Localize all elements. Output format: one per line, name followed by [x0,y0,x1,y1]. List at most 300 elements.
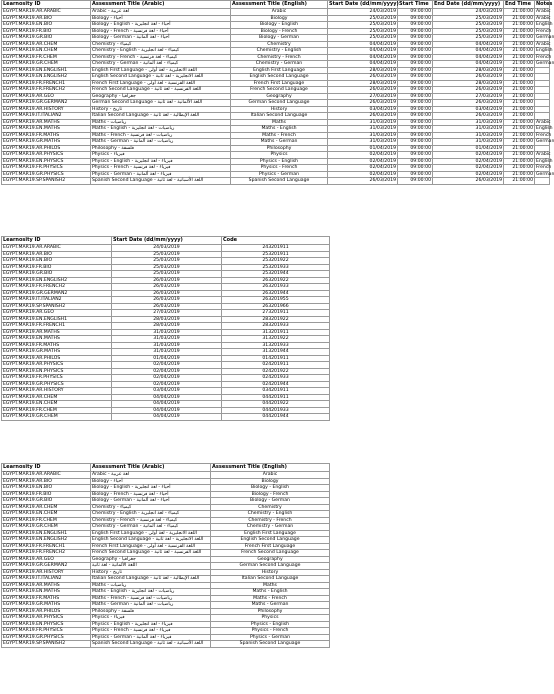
table-row [2,511,330,518]
table-cell: EGYPT.MAR19.SP.SPANISH2 [2,178,91,185]
table-row [2,355,330,362]
table-cell: French First Language - اللغة الفرنسية - لغة أولى [91,80,231,87]
table-row [2,264,330,271]
table-cell: 21:00:00 [504,119,535,126]
table-cell: Arabic [211,472,330,479]
table-cell: 263201966 [222,303,330,310]
table-cell: 28/03/2019 [433,80,504,87]
table-cell: 26/03/2019 [112,297,222,304]
table-cell: 09:00:00 [398,178,433,185]
table-cell: 09:00:00 [398,28,433,35]
table-cell: 02/04/2019 [328,158,398,165]
table-row [2,388,330,395]
table-cell: EGYPT.MAR19.AR.BIO [2,251,112,258]
table-cell: Philosophy - فلسفة [91,145,231,152]
table-cell: EGYPT.MAR19.FR.PHYSICS [2,165,91,172]
table-cell: Maths - رياضيات [91,582,211,589]
table-cell: History [231,106,328,113]
table-cell: 26/03/2019 [328,87,398,94]
table-row [2,628,330,635]
table-cell: EGYPT.MAR19.GR.BIO [2,498,91,505]
table-cell: Physics [231,152,328,159]
table-cell: EGYPT.MAR19.FR.MATHS [2,595,91,602]
table-cell: Physics [211,615,330,622]
table-cell: 31/03/2019 [328,119,398,126]
table-cell: 044201933 [222,407,330,414]
table-cell: 02/04/2019 [328,171,398,178]
table-row [2,381,330,388]
table-cell: EGYPT.MAR19.EN.CHEM [2,48,91,55]
table-cell: Physics - English - فيزياء - لغة انجليزية [91,158,231,165]
table-cell: Italian Second Language - اللغة الإيطالية - لغة ثانية [91,113,231,120]
table-cell: EGYPT.MAR19.FR.MATHS [2,132,91,139]
table-row [2,401,330,408]
table-cell: Arabic - لغة عربية [91,472,211,479]
table-cell: Italian Second Language [231,113,328,120]
table-cell: Biology [231,15,328,22]
table-row [2,310,330,317]
table-cell: EGYPT.MAR19.EN.MATHS [2,126,91,133]
table-cell: 31/03/2019 [433,126,504,133]
table-cell: EGYPT.MAR19.AR.MATHS [2,119,91,126]
table-row [2,323,330,330]
table-cell: Chemistry [211,504,330,511]
table-cell: 21:00:00 [504,48,535,55]
table-row [2,498,330,505]
table-row [2,621,330,628]
table-cell: EGYPT.MAR19.AR.PHILOS [2,145,91,152]
table-cell: German Second Language [211,563,330,570]
table-cell: German [536,139,554,144]
table-cell: 02/04/2019 [433,165,504,172]
table-cell: 243201911 [222,245,330,252]
table-cell: Arabic [536,15,551,21]
table-cell: 283201933 [222,323,330,330]
table-cell: Biology - German [231,35,328,42]
table-cell: EGYPT.MAR19.FR.BIO [2,491,91,498]
table-cell: EGYPT.MAR19.EN.CHEM [2,511,91,518]
table-cell: German [536,171,554,177]
table-row [2,524,330,531]
table-cell: EGYPT.MAR19.AR.CHEM [2,394,112,401]
table-row [2,251,330,258]
table-cell: 21:00:00 [504,139,535,146]
table-cell: 09:00:00 [398,171,433,178]
table-row [2,641,330,648]
table-cell: 21:00:00 [504,87,535,94]
table-cell: English [536,126,553,131]
table-cell: EGYPT.MAR19.GR.CHEM [2,61,91,68]
table-cell: 21:00:00 [504,67,535,74]
table-cell: Chemistry - French [211,517,330,524]
table-cell: Physics - English - فيزياء - لغة انجليزية [91,621,211,628]
table-cell: 09:00:00 [398,165,433,172]
table-cell: 31/03/2019 [112,329,222,336]
table-cell: French [536,54,552,60]
table-cell: 09:00:00 [398,35,433,42]
table-cell: 02/04/2019 [433,158,504,165]
table-cell: 09:00:00 [398,113,433,120]
table-cell: EGYPT.MAR19.FR.FRENCH2 [2,284,112,291]
table-cell: EGYPT.MAR19.FR.CHEM [2,407,112,414]
table-cell: Maths - German - رياضيات - لغة ألمانية [91,602,211,609]
table-cell: Philosophy - فلسفة [91,608,211,615]
table-cell: 24/03/2019 [112,245,222,252]
table-cell: Biology - German [211,498,330,505]
table-cell: 01/04/2019 [433,145,504,152]
column-header: End Date (dd/mm/yyyy) [433,1,504,9]
table-cell: 26/03/2019 [433,113,504,120]
table-cell: Maths - French - رياضيات - لغة فرنسية [91,595,211,602]
table-header-row [2,237,330,245]
table-cell: EGYPT.MAR19.IT.ITALIAN2 [2,113,91,120]
table-cell: 273201911 [222,310,330,317]
table-cell: 02/04/2019 [112,381,222,388]
table-cell: 253201911 [222,251,330,258]
table-cell: Arabic [231,9,328,16]
table-row [2,329,330,336]
table-row [2,316,330,323]
table-row [2,349,330,356]
table-cell: 21:00:00 [504,80,535,87]
table-cell: English [536,48,553,53]
table-cell: EGYPT.MAR19.AR.ARABIC [2,245,112,252]
table-cell: 09:00:00 [398,158,433,165]
table-cell: Chemistry - English - كيمياء - لغة انجليزية [91,511,211,518]
table-cell: 21:00:00 [504,145,535,152]
table-cell: EGYPT.MAR19.AR.BIO [2,478,91,485]
table-cell: 02/04/2019 [112,368,222,375]
table-cell: 31/03/2019 [433,132,504,139]
table-cell: 04/04/2019 [328,54,398,61]
table-cell: Biology - English - أحياء - لغة انجليزية [91,22,231,29]
table-cell: 21:00:00 [504,41,535,48]
table-cell: 09:00:00 [398,126,433,133]
table-cell: 09:00:00 [398,87,433,94]
table-cell: 25/03/2019 [433,22,504,29]
table-cell: French [536,165,552,170]
table-row [2,178,550,185]
table-cell: EGYPT.MAR19.GR.PHYSICS [2,381,112,388]
table-cell: 263201944 [222,290,330,297]
column-header: Start Time [398,1,433,9]
table-cell: 25/03/2019 [328,22,398,29]
table-cell: 04/04/2019 [328,41,398,48]
table-cell: Philosophy [231,145,328,152]
table-cell: 09:00:00 [398,100,433,107]
table-cell: Physics - English [211,621,330,628]
table-cell: 04/04/2019 [328,61,398,68]
table-cell: EGYPT.MAR19.FR.FRENCH2 [2,550,91,557]
table-cell: 21:00:00 [504,158,535,165]
table-cell: French First Language [231,80,328,87]
table-cell: EGYPT.MAR19.EN.ENGLISH2 [2,277,112,284]
column-header: Learnosity ID [2,237,112,245]
column-header: Assessment Title (English) [231,1,328,9]
table-cell: 31/03/2019 [328,132,398,139]
table-cell: 024201922 [222,368,330,375]
table-cell: Geography - جغرافيا [91,93,231,100]
table-cell: Chemistry - German - كيمياء - لغة ألمانية [91,61,231,68]
table-cell: Maths - رياضيات [91,119,231,126]
table-cell: 31/03/2019 [112,342,222,349]
table-cell: 044201922 [222,401,330,408]
table-cell: EGYPT.MAR19.AR.PHYSICS [2,362,112,369]
table-cell: Arabic [536,41,551,47]
table-cell: EGYPT.MAR19.GR.BIO [2,35,91,42]
table-cell: EGYPT.MAR19.GR.PHYSICS [2,171,91,178]
table-cell: 25/03/2019 [112,264,222,271]
table-cell: French Second Language [211,550,330,557]
table-cell: 313201911 [222,329,330,336]
table-cell: 09:00:00 [398,106,433,113]
table-cell: English First Language [231,67,328,74]
table-cell: Biology - أحياء [91,15,231,22]
table-cell: EGYPT.MAR19.EN.ENGLISH2 [2,74,91,81]
table-cell: German Second Language - اللغة الألمانية - لغة ثانية [91,100,231,107]
table-cell: Physics - فيزياء [91,615,211,622]
table-header-row [2,464,330,472]
table-cell: 263201955 [222,297,330,304]
table-cell: EGYPT.MAR19.EN.BIO [2,22,91,29]
table-cell: French Second Language - اللغة الفرنسية - لغة ثانية [91,87,231,94]
table-cell: 253201922 [222,258,330,265]
table-cell: Biology - German - أحياء - لغة ألمانية [91,35,231,42]
column-header: Assessment Title (English) [211,464,330,472]
table-cell: 09:00:00 [398,48,433,55]
table-cell: EGYPT.MAR19.FR.FRENCH1 [2,543,91,550]
table-cell: 09:00:00 [398,67,433,74]
table-cell: EGYPT.MAR19.GR.GERMAN2 [2,100,91,107]
table-cell: 01/04/2019 [112,355,222,362]
table-cell: EGYPT.MAR19.FR.BIO [2,28,91,35]
table-cell: EGYPT.MAR19.EN.BIO [2,485,91,492]
table-cell: 21:00:00 [504,93,535,100]
table-cell: Biology - French [211,491,330,498]
table-cell: Chemistry - كيمياء [91,504,211,511]
table-cell: EGYPT.MAR19.AR.CHEM [2,504,91,511]
table-cell: 21:00:00 [504,113,535,120]
table-cell: 26/03/2019 [328,74,398,81]
table-cell: EGYPT.MAR19.GR.BIO [2,271,112,278]
table-cell: 09:00:00 [398,132,433,139]
table-cell: 044201944 [222,414,330,421]
table-cell: EGYPT.MAR19.FR.BIO [2,264,112,271]
table-cell: Chemistry - English [211,511,330,518]
table-row [2,290,330,297]
table-cell: Biology - English [231,22,328,29]
table-cell: Spanish Second Language [231,178,328,185]
table-cell: EGYPT.MAR19.AR.HISTORY [2,106,91,113]
table-cell: 27/03/2019 [328,93,398,100]
table-row [2,634,330,641]
table-row [2,407,330,414]
table-cell: EGYPT.MAR19.GR.MATHS [2,139,91,146]
table-cell: EGYPT.MAR19.AR.PHYSICS [2,615,91,622]
table-cell: Chemistry - كيمياء [91,41,231,48]
table-cell: 25/03/2019 [112,251,222,258]
table-cell: French First Language [211,543,330,550]
table-cell: EGYPT.MAR19.AR.GEO [2,310,112,317]
table-cell: 26/03/2019 [112,277,222,284]
table-cell: 28/03/2019 [328,67,398,74]
table-cell: 21:00:00 [504,152,535,159]
table-cell: Geography [211,556,330,563]
table-cell: 21:00:00 [504,61,535,68]
table-cell: English [536,158,553,164]
table-cell: EGYPT.MAR19.AR.MATHS [2,582,91,589]
table-cell: English Second Language [231,74,328,81]
table-cell: Physics - French [211,628,330,635]
table-row [2,530,330,537]
table-cell: EGYPT.MAR19.EN.ENGLISH1 [2,530,91,537]
table-cell: 28/03/2019 [328,80,398,87]
table-cell: 09:00:00 [398,119,433,126]
table-cell: 02/04/2019 [433,171,504,178]
table-cell: 31/03/2019 [328,126,398,133]
table-cell: 21:00:00 [504,132,535,139]
table-cell: EGYPT.MAR19.AR.BIO [2,15,91,22]
table-cell: EGYPT.MAR19.IT.ITALIAN2 [2,297,112,304]
table-cell: EGYPT.MAR19.EN.BIO [2,258,112,265]
table-cell: 26/03/2019 [112,303,222,310]
table-cell: Chemistry - English - كيمياء - لغة انجليزية [91,48,231,55]
table-row [2,517,330,524]
table-cell: Arabic [536,119,551,125]
table-cell: 21:00:00 [504,22,535,29]
table-cell: 313201933 [222,342,330,349]
table-cell: EGYPT.MAR19.AR.CHEM [2,41,91,48]
table-cell: Maths - German [231,139,328,146]
table-cell: 014201911 [222,355,330,362]
table-cell: EGYPT.MAR19.AR.PHILOS [2,355,112,362]
table-cell: 09:00:00 [398,15,433,22]
column-header: Start Date (dd/mm/yyyy) [112,237,222,245]
table-cell: EGYPT.MAR19.AR.ARABIC [2,9,91,16]
table-cell: 21:00:00 [504,15,535,22]
table-cell: Physics - English [231,158,328,165]
table-cell: Biology - French - أحياء - لغة فرنسية [91,28,231,35]
table-cell: Physics - French - فيزياء - لغة فرنسية [91,628,211,635]
table-cell: 27/03/2019 [433,93,504,100]
table-cell: Geography [231,93,328,100]
table-cell: Maths - French - رياضيات - لغة فرنسية [91,132,231,139]
table-cell: Arabic [536,152,551,157]
table-cell: 263201933 [222,284,330,291]
table-cell: 02/04/2019 [328,152,398,159]
table-cell: Physics - German [231,171,328,178]
table-cell: EGYPT.MAR19.GR.MATHS [2,602,91,609]
table-cell: 03/04/2019 [328,106,398,113]
table-cell: 09:00:00 [398,9,433,16]
table-cell: 313201922 [222,336,330,343]
column-header: Start Date (dd/mm/yyyy) [329,1,399,7]
table-cell: 283201922 [222,316,330,323]
table-cell: 09:00:00 [398,139,433,146]
table-cell: 04/04/2019 [433,54,504,61]
table-cell: EGYPT.MAR19.FR.FRENCH2 [2,87,91,94]
table-cell: EGYPT.MAR19.SP.SPANISH2 [2,641,91,648]
table-cell: 02/04/2019 [112,375,222,382]
table-cell: 04/04/2019 [112,394,222,401]
table-cell: EGYPT.MAR19.FR.MATHS [2,342,112,349]
table-cell: 31/03/2019 [112,349,222,356]
table-cell: 26/03/2019 [328,113,398,120]
table-row [2,245,330,252]
table-cell: 21:00:00 [504,74,535,81]
table-cell: EGYPT.MAR19.GR.GERMAN2 [2,563,91,570]
table-cell: EGYPT.MAR19.EN.PHYSICS [2,621,91,628]
table-cell: German [536,35,554,40]
table-cell: Italian Second Language [211,576,330,583]
table-cell: 09:00:00 [398,152,433,159]
table-cell: EGYPT.MAR19.EN.CHEM [2,401,112,408]
table-row [2,303,330,310]
table-cell: History - تاريخ [91,569,211,576]
assessment-titles-table [1,463,330,648]
table-cell: 21:00:00 [504,178,535,185]
table-cell: Maths [231,119,328,126]
table-cell: EGYPT.MAR19.FR.CHEM [2,517,91,524]
table-cell: 26/03/2019 [433,87,504,94]
column-header: Code [222,237,330,245]
table-cell: English First Language - اللغة الانجليزية - لغة أولى [91,67,231,74]
table-cell: 09:00:00 [398,54,433,61]
table-cell: Maths - English - رياضيات - لغة انجليزية [91,126,231,133]
table-cell: 24/03/2019 [433,9,504,16]
table-cell: 26/03/2019 [328,100,398,107]
table-cell: 04/04/2019 [112,407,222,414]
table-cell: 21:00:00 [504,165,535,172]
table-cell: Maths - German [211,602,330,609]
table-cell: EGYPT.MAR19.GR.PHYSICS [2,634,91,641]
table-cell: EGYPT.MAR19.GR.GERMAN2 [2,290,112,297]
table-cell: English [536,22,553,27]
table-cell: Biology [211,478,330,485]
table-cell: Spanish Second Language - اللغة الأسبانية - لغة ثانية [91,641,211,648]
table-row [2,284,330,291]
table-cell: French Second Language - اللغة الفرنسية - لغة ثانية [91,550,211,557]
table-cell: 31/03/2019 [433,119,504,126]
table-cell: 25/03/2019 [112,271,222,278]
table-cell: Italian Second Language - اللغة الإيطالية - لغة ثانية [91,576,211,583]
table-row [2,375,330,382]
table-cell: EGYPT.MAR19.AR.HISTORY [2,388,112,395]
table-cell: 024201933 [222,375,330,382]
table-cell: EGYPT.MAR19.FR.PHYSICS [2,375,112,382]
table-cell: French First Language - اللغة الفرنسية - لغة أولى [91,543,211,550]
table-cell: French [536,132,552,138]
table-cell: Chemistry [231,41,328,48]
table-cell: 26/03/2019 [433,100,504,107]
table-cell: 04/04/2019 [112,401,222,408]
table-header-row [2,1,550,9]
table-cell: 21:00:00 [504,171,535,178]
table-row [2,491,330,498]
table-cell: EGYPT.MAR19.AR.GEO [2,93,91,100]
table-cell: EGYPT.MAR19.EN.ENGLISH2 [2,537,91,544]
table-cell: Geography - جغرافيا [91,556,211,563]
table-cell: Physics - French [231,165,328,172]
table-cell: EGYPT.MAR19.FR.PHYSICS [2,628,91,635]
table-cell: 27/03/2019 [112,310,222,317]
table-cell: EGYPT.MAR19.AR.GEO [2,556,91,563]
table-cell: Maths - English - رياضيات - لغة انجليزية [91,589,211,596]
table-cell: Chemistry - German [231,61,328,68]
table-cell: 04/04/2019 [433,61,504,68]
table-cell: EGYPT.MAR19.SP.SPANISH2 [2,303,112,310]
table-cell: 02/04/2019 [433,152,504,159]
